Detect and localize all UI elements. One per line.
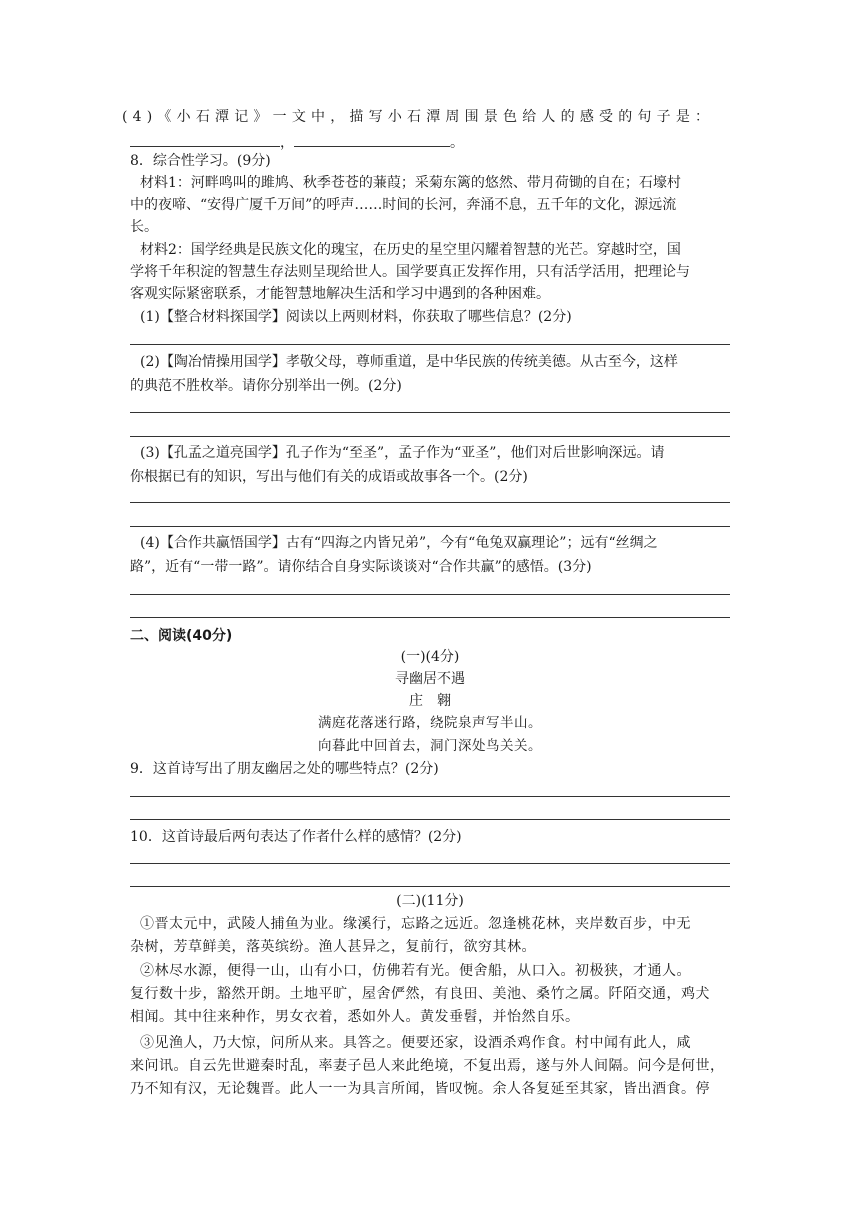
q8-sub2 [130, 351, 678, 397]
answer-blank-2[interactable] [294, 132, 450, 147]
sub3-line: 你根据已有的知识，写出与他们有关的成语或故事各一个。(2分) [130, 469, 528, 485]
passage-paragraph-2 [130, 960, 740, 1028]
material2-line: 客观实际紧密联系，才能智慧地解决生活和学习中遇到的各种困难。 [130, 286, 550, 302]
poem-author: 庄 翱 [409, 693, 451, 709]
q8-title: 8．综合性学习。(9分) [130, 153, 271, 169]
answer-rule[interactable] [130, 526, 730, 527]
q8-sub1: (1)【整合材料探国学】阅读以上两则材料，你获取了哪些信息？(2分) [140, 309, 572, 325]
answer-rule[interactable] [130, 344, 730, 345]
q7-4-prompt: (4)《小石潭记》一文中，描写小石潭周围景色给人的感受的句子是： [122, 109, 715, 125]
q10-prompt: 10．这首诗最后两句表达了作者什么样的感情？(2分) [130, 829, 462, 845]
sub2-line: (2)【陶冶情操用国学】孝敬父母，尊师重道，是中华民族的传统美德。从古至今，这样 [140, 354, 678, 370]
answer-blank-1[interactable] [130, 132, 280, 147]
q9-prompt: 9．这首诗写出了朋友幽居之处的哪些特点？(2分) [130, 761, 439, 777]
passage-line: 来问讯。自云先世避秦时乱，率妻子邑人来此绝境，不复出焉，遂与外人间隔。问今是何世， [130, 1058, 725, 1074]
material1-line: 中的夜啼、“安得广厦千万间”的呼声……时间的长河，奔涌不息，五千年的文化，源远流 [130, 197, 677, 213]
period: 。 [450, 135, 464, 151]
section-title: 二、阅读(40分) [130, 628, 233, 644]
q8-material-2 [130, 239, 740, 305]
answer-rule[interactable] [130, 863, 730, 864]
answer-rule[interactable] [130, 819, 730, 820]
poem-line: 向暮此中回首去，洞门深处鸟关关。 [318, 738, 542, 754]
sub4-line: 路”，近有“一带一路”。请你结合自身实际谈谈对“合作共赢”的感悟。(3分) [130, 559, 592, 575]
passage-line: ③见渔人，乃大惊，问所从来。具答之。便要还家，设酒杀鸡作食。村中闻有此人，咸 [140, 1035, 691, 1051]
answer-rule[interactable] [130, 412, 730, 413]
material1-line: 材料1：河畔鸣叫的雎鸠、秋季苍苍的蒹葭；采菊东篱的悠然、带月荷锄的自在；石壕村 [140, 175, 681, 191]
poem-title: 寻幽居不遇 [395, 671, 465, 687]
material1-line: 长。 [130, 219, 158, 235]
sub2-line: 的典范不胜枚举。请你分别举出一例。(2分) [130, 378, 402, 394]
passage-line: 相闻。其中往来种作，男女衣着，悉如外人。黄发垂髫，并怡然自乐。 [130, 1009, 580, 1025]
answer-rule[interactable] [130, 594, 730, 595]
material2-line: 学将千年积淀的智慧生存法则呈现给世人。国学要真正发挥作用，只有活学活用，把理论与 [130, 264, 690, 280]
passage-line: ②林尽水源，便得一山，山有小口，仿佛若有光。便舍船，从口入。初极狭，才通人。 [140, 963, 691, 979]
sub4-line: (4)【合作共赢悟国学】古有“四海之内皆兄弟”，今有“龟兔双赢理论”；远有“丝绸之 [140, 535, 658, 551]
answer-rule[interactable] [130, 436, 730, 437]
q8-sub3 [130, 442, 665, 488]
material2-line: 材料2：国学经典是民族文化的瑰宝，在历史的星空里闪耀着智慧的光芒。穿越时空，国 [140, 242, 681, 258]
passage-line: ①晋太元中，武陵人捕鱼为业。缘溪行，忘路之远近。忽逢桃花林，夹岸数百步，中无 [140, 916, 691, 932]
q8-material-1 [130, 172, 740, 238]
answer-rule[interactable] [130, 796, 730, 797]
answer-rule[interactable] [130, 617, 730, 618]
passage-line: 复行数十步，豁然开朗。土地平旷，屋舍俨然，有良田、美池、桑竹之属。阡陌交通，鸡犬 [130, 986, 710, 1002]
sub3-line: (3)【孔孟之道亮国学】孔子作为“至圣”，孟子作为“亚圣”，他们对后世影响深远。请 [140, 445, 665, 461]
part2-header: (二)(11分) [396, 893, 464, 909]
poem-line: 满庭花落迷行路，绕院泉声写半山。 [318, 715, 542, 731]
answer-rule[interactable] [130, 886, 730, 887]
passage-paragraph-3 [130, 1032, 740, 1100]
passage-line: 乃不知有汉，无论魏晋。此人一一为具言所闻，皆叹惋。余人各复延至其家，皆出酒食。停 [130, 1081, 710, 1097]
comma: ， [280, 135, 294, 151]
passage-paragraph-1 [130, 913, 740, 958]
part1-header: (一)(4分) [400, 649, 460, 665]
answer-rule[interactable] [130, 502, 730, 503]
q8-sub4 [130, 532, 658, 578]
passage-line: 杂树，芳草鲜美，落英缤纷。渔人甚异之，复前行，欲穷其林。 [130, 939, 536, 955]
